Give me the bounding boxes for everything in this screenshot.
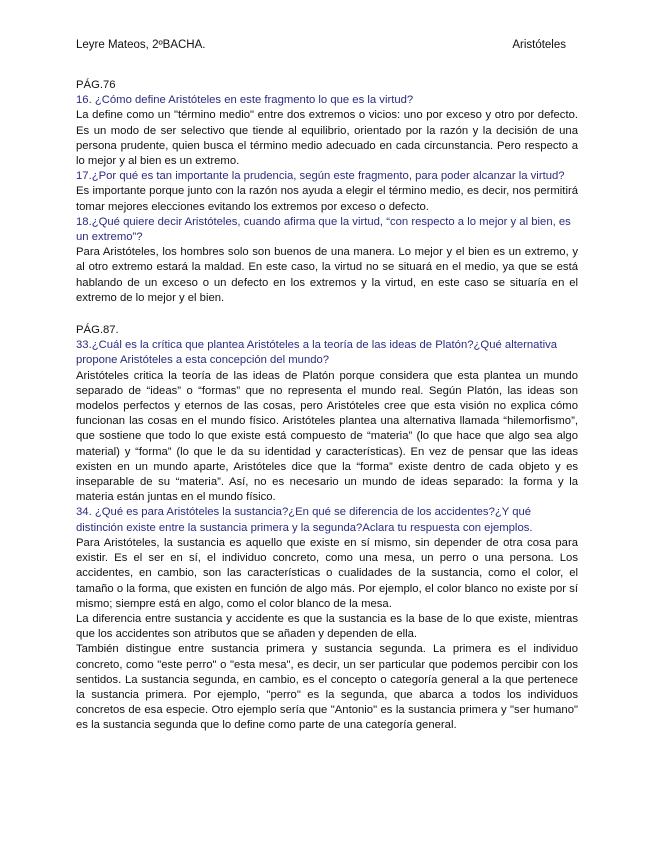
page-header [76,38,566,52]
page-reference: PÁG.76 [76,79,116,91]
page-reference: PÁG.87. [76,324,119,337]
question-16: 16. ¿Cómo define Aristóteles en este fragmento lo que es la virtud? [76,94,414,107]
question-17: 17.¿Por qué es tan importante la prudencia, según este fragmento, para poder alcanzar la virtud? [76,170,565,183]
header-topic: Aristóteles [512,39,566,51]
answer-34-paragraph: Para Aristóteles, la sustancia es aquello que existe en sí mismo, sin depender de otra cosa para existir. Es el ser en sí, el individuo concreto, como una mesa, un perro o una persona. Los accidentes, en cambio, son las características o cualidades de la sustancia, como el color, el tamaño o la forma, que existen en función de algo más. Por ejemplo, el color blanco no existe por sí mismo; siempre está en algo, como el color blanco de la mesa. [76,536,578,610]
answer-16: La define como un "término medio" entre dos extremos o vicios: uno por exceso y otro por defecto. Es un modo de ser selectivo que tiende al equilibrio, orientado por la razón y la decisión de una persona prudente, quien busca el término medio adecuado en cada circunstancia. Pero respecto a lo mejor y al bien es un extremo. [76,109,578,168]
header-author: Leyre Mateos, 2ºBACHA. [76,39,206,51]
section-spacer [76,306,578,323]
question-34: 34. ¿Qué es para Aristóteles la sustancia?¿En qué se diferencia de los accidentes?¿Y qué distinción existe entre la sustancia primera y la segunda?Aclara tu respuesta con ejemplos. [76,506,533,534]
answer-18: Para Aristóteles, los hombres solo son buenos de una manera. Lo mejor y el bien es un extremo, y al otro extremo estará la maldad. En este caso, la virtud no se situará en el medio, ya que se está hablando de un exceso o un defecto en los extremos y la virtud, en este caso se situaría en el extremo de lo mejor y el bien. [76,246,578,304]
question-33: 33.¿Cuál es la crítica que plantea Aristóteles a la teoría de las ideas de Platón?¿Qué alternativa propone Aristóteles a esta concepción del mundo? [76,339,558,367]
answer-34-paragraph: La diferencia entre sustancia y accidente es que la sustancia es la base de lo que existe, mientras que los accidentes son atributos que se añaden y dependen de ella. [76,612,578,641]
document-body [76,78,578,734]
answer-33: Aristóteles critica la teoría de las ideas de Platón porque considera que esta plantea un mundo separado de “ideas” o “formas” que no representa el mundo real. Según Platón, las ideas son modelos perfectos y eternos de las cosas, pero Aristóteles cree que esta visión no explica cómo funcionan las cosas en el mundo físico. Aristóteles plantea una alternativa llamada “hilemorfismo”, que sostiene que todo lo que existe está compuesto de “materia” (lo que hace que algo sea algo material) y “forma” (lo que le da su identidad y características). En vez de pensar que las ideas existen en un mundo aparte, Aristóteles dice que la “forma” existe dentro de cada objeto y es inseparable de su “materia”. Así, no es necesario un mundo de ideas separado: la forma y la materia están juntas en el mundo físico. [76,369,578,504]
answer-17: Es importante porque junto con la razón nos ayuda a elegir el término medio, es decir, nos permitirá tomar mejores elecciones evitando los extremos por exceso o defecto. [76,185,578,213]
answer-34-paragraph: También distingue entre sustancia primera y sustancia segunda. La primera es el individuo concreto, como "este perro" o "esta mesa", es decir, un ser particular que podemos percibir con los sentidos. La sustancia segunda, en cambio, es el concepto o categoría general a la que pertenece la sustancia primera. Por ejemplo, "perro" es la segunda, que abarca a todos los individuos concretos de esa especie. Otro ejemplo sería que "Antonio" es la sustancia primera y "ser humano" es la sustancia segunda que lo define como parte de una categoría general. [76,643,578,732]
question-18: 18.¿Qué quiere decir Aristóteles, cuando afirma que la virtud, “con respecto a lo mejor y al bien, es un extremo”? [76,215,571,244]
